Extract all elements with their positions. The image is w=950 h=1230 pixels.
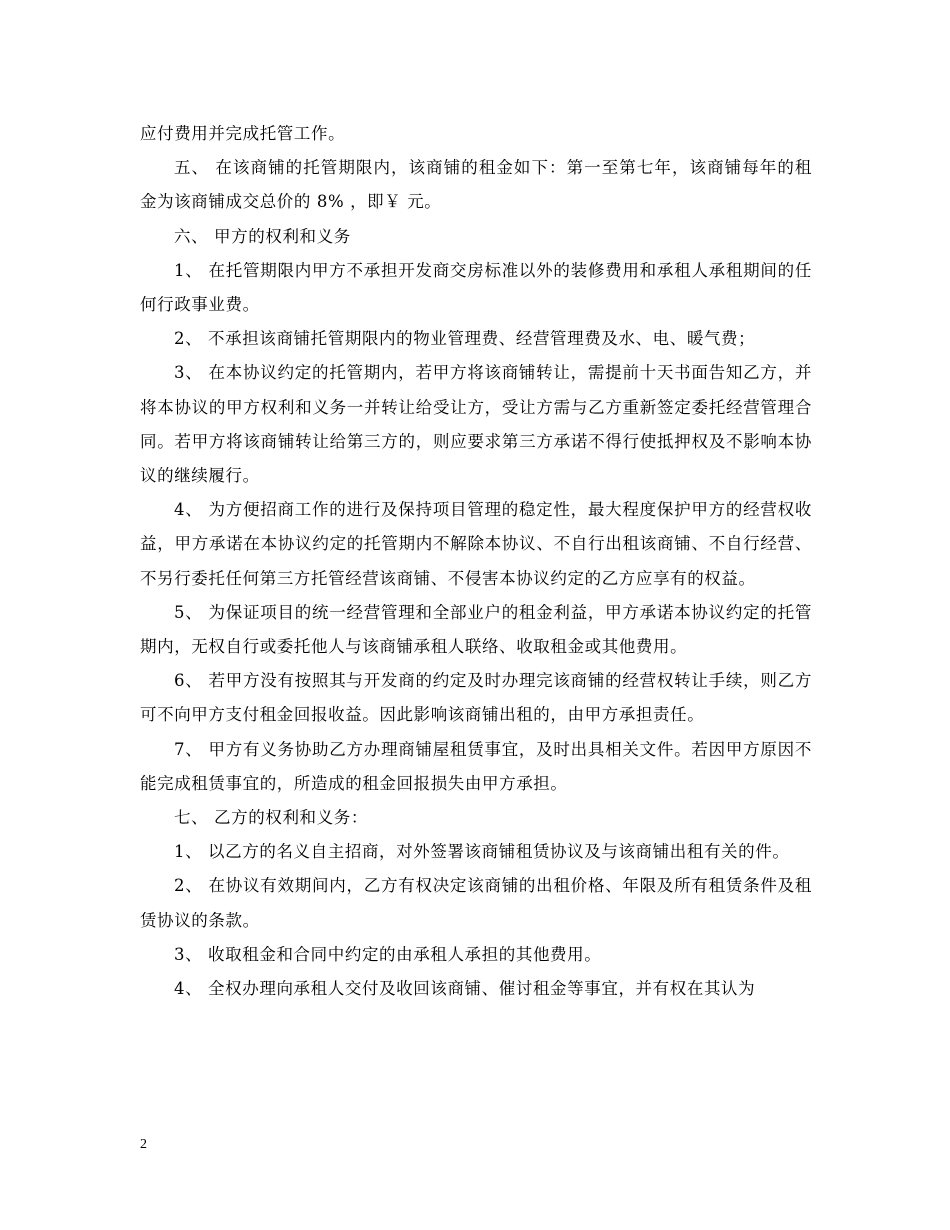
paragraph: 应付费用并完成托管工作。 bbox=[140, 124, 346, 143]
paragraph: 3、 在本协议约定的托管期内，若甲方将该商铺转让，需提前十天书面告知乙方，并将本协议的甲方权利和义务一并转让给受让方，受让方需与乙方重新签定委托经营管理合同。若甲方将该商铺转让给第三方的，则应要求第三方承诺不得行使抵押权及不影响本协议的继续履行。 bbox=[140, 363, 812, 486]
paragraph: 7、 甲方有义务协助乙方办理商铺屋租赁事宜，及时出具相关文件。若因甲方原因不能完成租赁事宜的，所造成的租金回报损失由甲方承担。 bbox=[140, 739, 812, 793]
paragraph: 4、 全权办理向承租人交付及收回该商铺、催讨租金等事宜，并有权在其认为 bbox=[174, 979, 756, 999]
paragraph: 5、 为保证项目的统一经营管理和全部业户的租金利益，甲方承诺本协议约定的托管期内，无权自行或委托他人与该商铺承租人联络、收取租金或其他费用。 bbox=[140, 602, 812, 657]
paragraph: 4、 为方便招商工作的进行及保持项目管理的稳定性，最大程度保护甲方的经营权收益，甲方承诺在本协议约定的托管期内不解除本协议、不自行出租该商铺、不自行经营、不另行委托任何第三方托管经营该商铺、不侵害本协议约定的乙方应享有的权益。 bbox=[140, 500, 812, 588]
page-number: 2 bbox=[140, 1137, 147, 1152]
paragraph: 2、 不承担该商铺托管期限内的物业管理费、经营管理费及水、电、暖气费； bbox=[174, 329, 756, 349]
document-body bbox=[140, 117, 812, 1006]
paragraph: 1、 以乙方的名义自主招商，对外签署该商铺租赁协议及与该商铺出租有关的件。 bbox=[174, 842, 790, 862]
section-heading: 七、 乙方的权利和义务： bbox=[174, 808, 368, 828]
paragraph: 3、 收取租金和合同中约定的由承租人承担的其他费用。 bbox=[174, 944, 602, 964]
paragraph: 2、 在协议有效期间内，乙方有权决定该商铺的出租价格、年限及所有租赁条件及租赁协议的条款。 bbox=[140, 876, 812, 930]
paragraph: 1、 在托管期限内甲方不承担开发商交房标准以外的装修费用和承租人承租期间的任何行政事业费。 bbox=[140, 260, 812, 315]
section-heading: 六、 甲方的权利和义务 bbox=[174, 226, 351, 246]
paragraph: 6、 若甲方没有按照其与开发商的约定及时办理完该商铺的经营权转让手续，则乙方可不向甲方支付租金回报收益。因此影响该商铺出租的，由甲方承担责任。 bbox=[140, 671, 812, 725]
paragraph: 五、 在该商铺的托管期限内，该商铺的租金如下：第一至第七年，该商铺每年的租金为该商铺成交总价的 8% ，即￥ 元。 bbox=[140, 158, 812, 212]
